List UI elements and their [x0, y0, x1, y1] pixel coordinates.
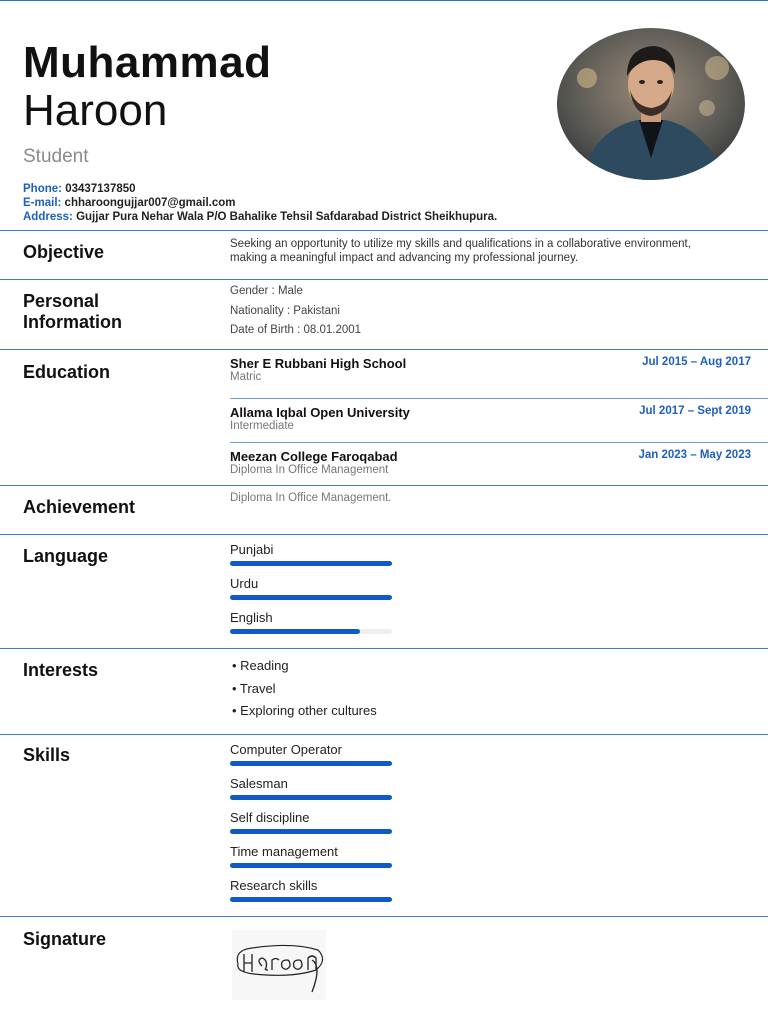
education-divider: [230, 398, 768, 399]
achievement-heading: Achievement: [23, 497, 136, 517]
section-divider: [0, 534, 768, 535]
skill-level-fill: [230, 863, 392, 868]
education-degree: Intermediate: [230, 420, 294, 432]
phone-label: Phone:: [23, 183, 62, 195]
personal-heading-line2: Information: [23, 312, 122, 332]
language-name: English: [230, 610, 273, 625]
language-level-fill: [230, 561, 392, 566]
handwritten-signature: [232, 930, 326, 1000]
interests-heading: Interests: [23, 660, 99, 680]
job-title: Student: [23, 146, 89, 167]
gender-line: Gender : Male: [230, 285, 303, 297]
skill-name: Salesman: [230, 776, 288, 791]
address-label: Address:: [23, 211, 73, 223]
email-label: E-mail:: [23, 197, 62, 209]
section-divider: [0, 279, 768, 280]
phone-value: 03437137850: [65, 183, 136, 195]
personal-heading-line1: Personal: [23, 291, 100, 311]
interest-item: • Reading: [232, 658, 289, 673]
skill-level-bar: [230, 761, 392, 766]
skill-level-fill: [230, 897, 392, 902]
language-heading: Language: [23, 546, 109, 566]
phone-line: [23, 182, 497, 196]
education-school: Meezan College Faroqabad: [230, 449, 398, 464]
interest-item: • Exploring other cultures: [232, 703, 377, 718]
education-school: Allama Iqbal Open University: [230, 405, 410, 420]
nationality-line: Nationality : Pakistani: [230, 305, 340, 317]
interest-item: • Travel: [232, 681, 276, 696]
email-line: [23, 196, 497, 210]
skill-level-bar: [230, 795, 392, 800]
signature-heading: Signature: [23, 929, 107, 949]
address-line: [23, 210, 497, 224]
education-dates: Jul 2017 – Sept 2019: [639, 405, 751, 417]
skill-level-fill: [230, 761, 392, 766]
profile-photo: [557, 28, 745, 180]
language-level-fill: [230, 595, 392, 600]
objective-text: Seeking an opportunity to utilize my skills and qualifications in a collaborative environment, making a meaningful impact and advancing my professional journey.: [230, 238, 691, 264]
section-divider: [0, 230, 768, 231]
language-name: Punjabi: [230, 542, 274, 557]
profile-photo-icon: [557, 28, 745, 180]
skill-level-bar: [230, 829, 392, 834]
language-level-bar: [230, 595, 392, 600]
skill-level-fill: [230, 829, 392, 834]
top-border: [0, 0, 768, 1]
section-divider: [0, 916, 768, 917]
skill-name: Self discipline: [230, 810, 310, 825]
skill-level-bar: [230, 863, 392, 868]
section-divider: [0, 349, 768, 350]
dob-line: Date of Birth : 08.01.2001: [230, 324, 362, 336]
skill-name: Research skills: [230, 878, 318, 893]
email-value: chharoongujjar007@gmail.com: [64, 197, 236, 209]
skill-level-fill: [230, 795, 392, 800]
objective-heading: Objective: [23, 242, 105, 262]
last-name: Haroon: [23, 86, 168, 135]
section-divider: [0, 485, 768, 486]
education-degree: Diploma In Office Management: [230, 464, 389, 476]
skills-heading: Skills: [23, 745, 71, 765]
education-dates: Jul 2015 – Aug 2017: [642, 356, 751, 368]
skill-name: Time management: [230, 844, 338, 859]
first-name: Muhammad: [23, 38, 272, 87]
contact-block: [23, 182, 497, 224]
address-value: Gujjar Pura Nehar Wala P/O Bahalike Tehsil Safdarabad District Sheikhupura.: [76, 211, 498, 223]
language-level-fill: [230, 629, 360, 634]
skill-level-bar: [230, 897, 392, 902]
education-degree: Matric: [230, 371, 262, 383]
section-divider: [0, 734, 768, 735]
personal-heading: [23, 291, 122, 333]
education-divider: [230, 442, 768, 443]
education-dates: Jan 2023 – May 2023: [638, 449, 751, 461]
language-level-bar: [230, 561, 392, 566]
skill-name: Computer Operator: [230, 742, 342, 757]
achievement-text: Diploma In Office Management.: [230, 492, 392, 504]
education-heading: Education: [23, 362, 111, 382]
education-school: Sher E Rubbani High School: [230, 356, 407, 371]
section-divider: [0, 648, 768, 649]
language-level-bar: [230, 629, 392, 634]
language-name: Urdu: [230, 576, 259, 591]
